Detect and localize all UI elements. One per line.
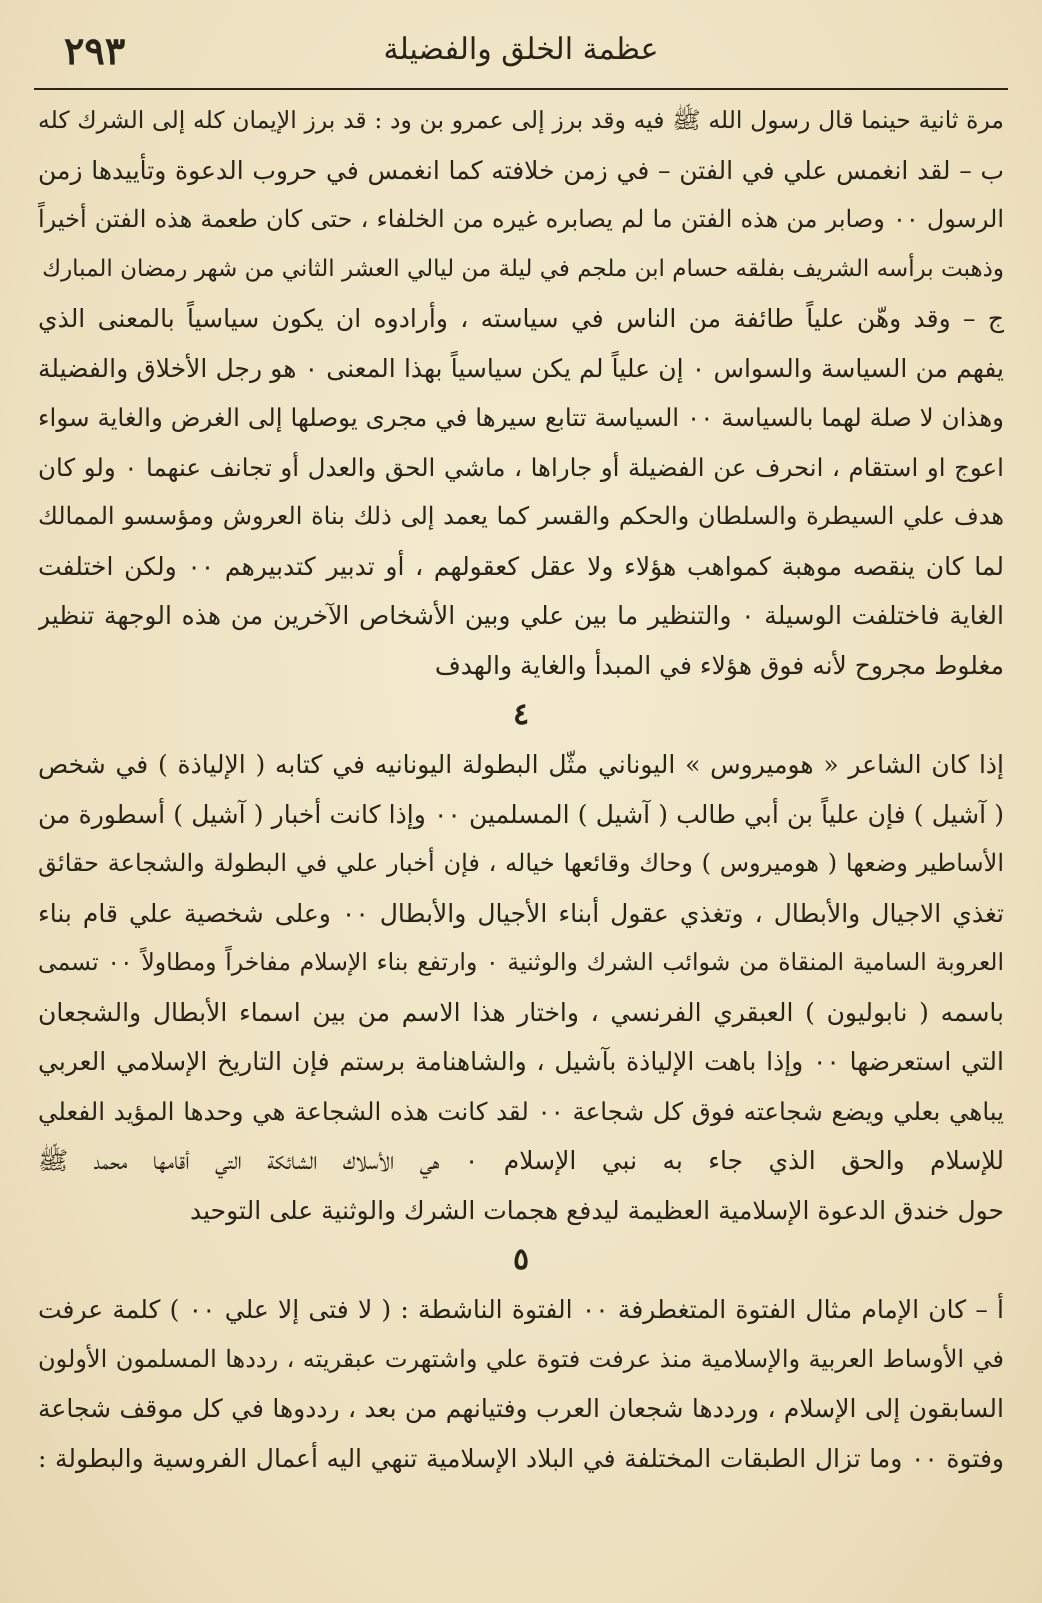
text-line: ب – لقد انغمس علي في الفتن – في زمن خلافته كما انغمس في حروب الدعوة وتأييدها زمن xyxy=(38,155,1004,185)
text-line: للإسلام والحق الذي جاء به نبي الإسلام ٠ هي الأسلاك الشائكة التي أقامها محمد ﷺ xyxy=(38,1146,1004,1175)
page-body xyxy=(38,96,1004,1483)
text-line: يباهي بعلي ويضع شجاعته فوق كل شجاعة ٠٠ لقد كانت هذه الشجاعة هي وحدها المؤيد الفعلي xyxy=(38,1096,1004,1126)
text-line: في الأوساط العربية والإسلامية منذ عرفت فتوة علي واشتهرت عبقريته ، رددها المسلمون الأولون xyxy=(38,1344,1004,1373)
text-line: العروبة السامية المنقاة من شوائب الشرك والوثنية ٠ وارتفع بناء الإسلام مفاخراً ومطاولاً ٠٠ تسمى xyxy=(38,948,1004,976)
text-line: مرة ثانية حينما قال رسول الله ﷺ فيه وقد برز إلى عمرو بن ود : قد برز الإيمان كله إلى الشرك كله xyxy=(38,106,1004,134)
page-header xyxy=(34,22,1008,90)
section-number-4: ٤ xyxy=(512,697,530,732)
paragraph-block-5 xyxy=(38,1285,1004,1483)
text-line: حول خندق الدعوة الإسلامية العظيمة ليدفع هجمات الشرك والوثنية على التوحيد xyxy=(190,1195,1004,1225)
paragraph-block-1 xyxy=(38,96,1004,690)
text-line: ج – وقد وهّن علياً طائفة من الناس في سياسته ، وأرادوه ان يكون سياسياً بالمعنى الذي xyxy=(38,304,1004,333)
text-line: السابقون إلى الإسلام ، ورددها شجعان العرب وفتيانهم من بعد ، رددوها في كل موقف شجاعة xyxy=(38,1394,1004,1423)
text-line: الغاية فاختلفت الوسيلة ٠ والتنظير ما بين علي وبين الأشخاص الآخرين من هذه الوجهة تنظير xyxy=(38,601,1004,630)
text-line: وهذان لا صلة لهما بالسياسة ٠٠ السياسة تتابع سيرها في مجرى يوصلها إلى الغرض والغاية سواء xyxy=(38,403,1004,432)
text-line: إذا كان الشاعر « هوميروس » اليوناني مثّل البطولة اليونانيه في كتابه ( الإلياذة ) في شخص xyxy=(38,750,1004,779)
text-line: وذهبت برأسه الشريف بفلقه حسام ابن ملجم في ليلة من ليالي العشر الثاني من شهر رمضان المبارك xyxy=(42,255,1004,282)
text-line: هدف علي السيطرة والسلطان والحكم والقسر كما يعمد إلى ذلك بناة العروش ومؤسسو الممالك xyxy=(38,502,1004,530)
text-line: تغذي الاجيال والأبطال ، وتغذي عقول أبناء الأجيال والأبطال ٠٠ وعلى شخصية علي قام بناء xyxy=(38,898,1004,928)
page-number: ٢٩٣ xyxy=(64,28,126,73)
running-title: عظمة الخلق والفضيلة xyxy=(383,32,659,67)
paragraph-block-4 xyxy=(38,740,1004,1235)
section-number-5: ٥ xyxy=(512,1242,530,1277)
text-line: أ – كان الإمام مثال الفتوة المتغطرفة ٠٠ الفتوة الناشطة : ( لا فتى إلا علي ٠٠ ) كلمة عرفت xyxy=(38,1295,1004,1324)
text-line: ( آشيل ) فإن علياً بن أبي طالب ( آشيل ) المسلمين ٠٠ وإذا كانت أخبار ( آشيل ) أسطورة من xyxy=(38,799,1004,829)
text-line: التي استعرضها ٠٠ وإذا باهت الإلياذة بآشيل ، والشاهنامة برستم فإن التاريخ الإسلامي العربي xyxy=(38,1047,1004,1076)
text-line: باسمه ( نابوليون ) العبقري الفرنسي ، واختار هذا الاسم من بين اسماء الأبطال والشجعان xyxy=(38,997,1004,1027)
text-line: اعوج او استقام ، انحرف عن الفضيلة أو جاراها ، ماشي الحق والعدل أو تجانف عنهما ٠ ولو كان xyxy=(38,452,1004,482)
text-line: لما كان ينقصه موهبة كمواهب هؤلاء ولا عقل كعقولهم ، أو تدبير كتدبيرهم ٠٠ ولكن اختلفت xyxy=(38,551,1004,581)
text-line: وفتوة ٠٠ وما تزال الطبقات المختلفة في البلاد الإسلامية تنهي اليه أعمال الفروسية والبطولة : xyxy=(38,1443,1004,1473)
text-line: مغلوط مجروح لأنه فوق هؤلاء في المبدأ والغاية والهدف xyxy=(434,650,1004,680)
text-line: الأساطير وضعها ( هوميروس ) وحاك وقائعها خياله ، فإن أخبار علي في البطولة والشجاعة حقائق xyxy=(38,849,1004,877)
text-line: الرسول ٠٠ وصابر من هذه الفتن ما لم يصابره غيره من الخلفاء ، حتى كان طعمة هذه الفتن أخيراً xyxy=(38,205,1004,233)
text-line: يفهم من السياسة والسواس ٠ إن علياً لم يكن سياسياً بهذا المعنى ٠ هو رجل الأخلاق والفضيلة xyxy=(38,353,1004,383)
